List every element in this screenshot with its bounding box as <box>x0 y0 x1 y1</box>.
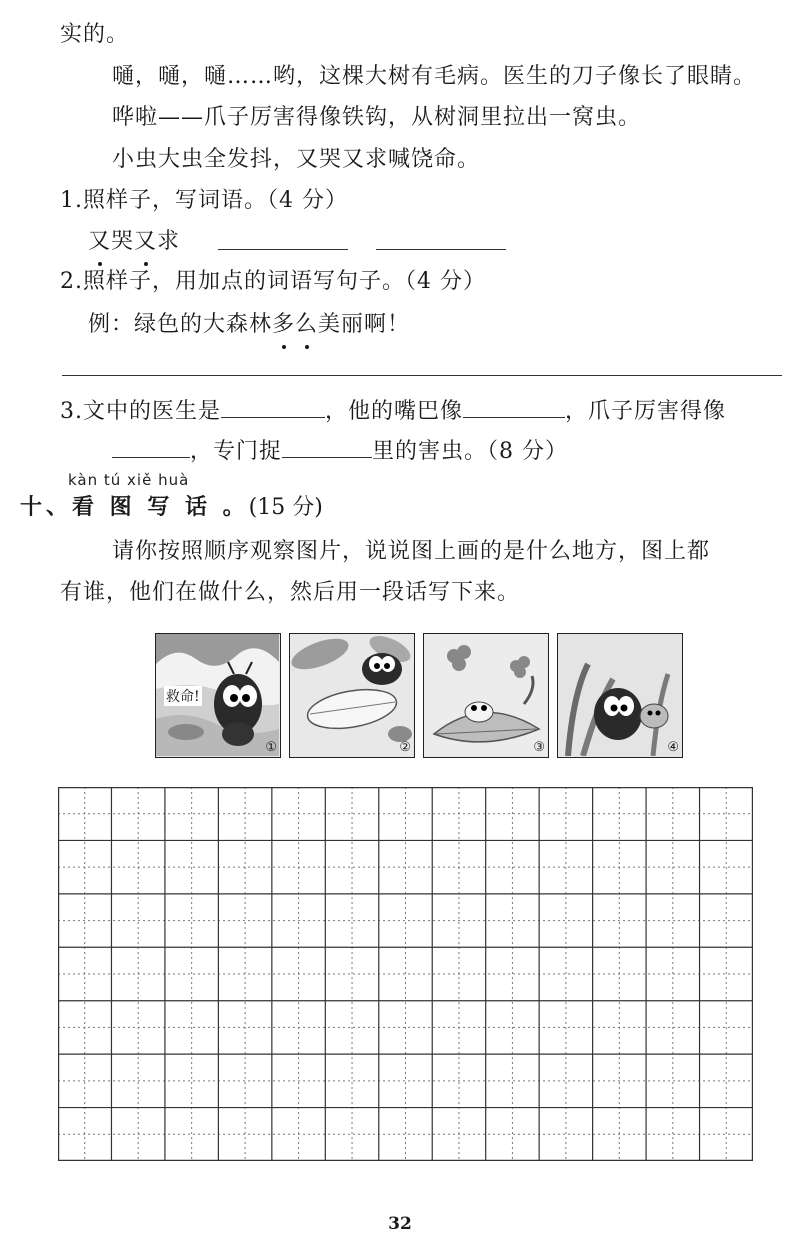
passage-line-1: 嗵，嗵，嗵……哟，这棵大树有毛病。医生的刀子像长了眼睛。 <box>112 64 757 89</box>
question-3-line-2 <box>112 433 568 467</box>
dotted-char: 又 <box>88 227 111 257</box>
picture-4 <box>557 633 683 758</box>
section-10-instruction-1: 请你按照顺序观察图片，说说图上画的是什么地方，图上都 <box>112 539 711 564</box>
picture-label-1: ① <box>265 740 277 755</box>
answer-blank-1b[interactable] <box>376 225 506 250</box>
picture-1 <box>155 633 281 758</box>
section-10-heading <box>20 493 323 523</box>
question-3-text: 里的害虫。（8 分） <box>372 439 569 464</box>
picture-2 <box>289 633 415 758</box>
question-2-text: 2.照样子，用加点的词语写句子。（4 分） <box>60 269 486 294</box>
passage-line-2: 哗啦——爪子厉害得像铁钩，从树洞里拉出一窝虫。 <box>112 105 642 130</box>
section-10-pinyin: kàn tú xiě huà <box>68 471 190 489</box>
picture-label-3: ③ <box>533 740 545 755</box>
dotted-char: 么 <box>295 310 318 340</box>
section-10-score: (15 分) <box>248 495 323 520</box>
answer-blank-3b[interactable] <box>463 393 565 418</box>
answer-blank-3c[interactable] <box>112 433 190 458</box>
section-10-title: 十、看 图 写 话 。 <box>20 495 249 520</box>
answer-blank-3a[interactable] <box>221 393 325 418</box>
page-number: 32 <box>388 1214 412 1234</box>
dotted-char: 多 <box>272 310 295 340</box>
picture-label-2: ② <box>399 740 411 755</box>
answer-blank-1a[interactable] <box>218 225 348 250</box>
question-2-example <box>88 310 410 340</box>
speech-text: 救命! <box>164 686 202 706</box>
section-10-instruction-2: 有谁，他们在做什么，然后用一段话写下来。 <box>60 580 521 605</box>
answer-blank-3d[interactable] <box>282 433 372 458</box>
dotted-char: 又 <box>134 227 157 257</box>
writing-grid[interactable] <box>58 787 753 1161</box>
example-text: 美丽啊！ <box>318 312 411 337</box>
question-3-text: ，专门捉 <box>190 439 283 464</box>
question-3-text: ，爪子厉害得像 <box>565 399 727 424</box>
answer-line-2[interactable] <box>62 375 782 376</box>
example-text: 例：绿色的大森林 <box>88 312 273 337</box>
question-3-line-1 <box>60 393 726 427</box>
passage-line-3: 小虫大虫全发抖，又哭又求喊饶命。 <box>112 147 481 172</box>
picture-label-4: ④ <box>667 740 679 755</box>
question-3-text: 3.文中的医生是 <box>60 399 221 424</box>
question-1-text: 1.照样子，写词语。（4 分） <box>60 188 348 213</box>
question-3-text: ，他的嘴巴像 <box>325 399 464 424</box>
question-1-example <box>88 227 180 257</box>
picture-3 <box>423 633 549 758</box>
char: 哭 <box>111 229 135 254</box>
passage-line-0: 实的。 <box>60 22 130 47</box>
char: 求 <box>157 229 181 254</box>
